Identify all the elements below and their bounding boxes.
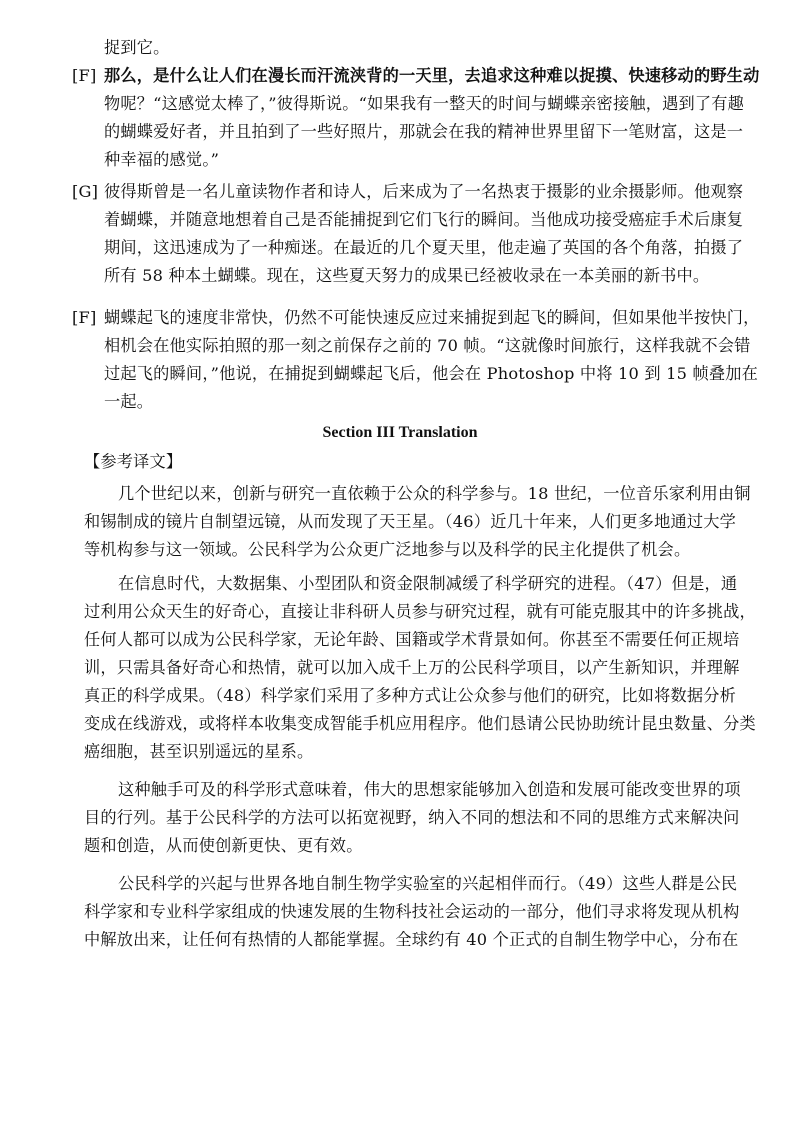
- paragraph-label-f: [F]: [72, 308, 97, 327]
- text-line: 所有 58 种本土蝴蝶。现在，这些夏天努力的成果已经被收录在一本美丽的新书中。: [104, 266, 710, 285]
- text-line: 蝴蝶起飞的速度非常快，仍然不可能快速反应过来捕捉到起飞的瞬间，但如果他半按快门，: [104, 308, 760, 327]
- paragraph-label-f: [F]: [72, 66, 97, 85]
- text-line: 在信息时代，大数据集、小型团队和资金限制减缓了科学研究的进程。（47）但是，通: [118, 574, 738, 593]
- text-line: 几个世纪以来，创新与研究一直依赖于公众的科学参与。18 世纪，一位音乐家利用由铜: [118, 484, 751, 503]
- text-line: 任何人都可以成为公民科学家，无论年龄、国籍或学术背景如何。你甚至不需要任何正规培: [84, 630, 740, 649]
- text-line: 变成在线游戏，或将样本收集变成智能手机应用程序。他们恳请公民协助统计昆虫数量、分类: [84, 714, 756, 733]
- text-line: 和锡制成的镜片自制望远镜，从而发现了天王星。（46）近几十年来，人们更多地通过大学: [84, 512, 737, 531]
- text-line: 彼得斯曾是一名儿童读物作者和诗人，后来成为了一名热衷于摄影的业余摄影师。他观察: [104, 182, 744, 201]
- reference-translation-label: 【参考译文】: [84, 452, 183, 471]
- text-line: 的蝴蝶爱好者，并且拍到了一些好照片，那就会在我的精神世界里留下一笔财富，这是一: [104, 122, 744, 141]
- text-line: 中解放出来，让任何有热情的人都能掌握。全球约有 40 个正式的自制生物学中心，分布在: [84, 930, 739, 949]
- text-line: 等机构参与这一领域。公民科学为公众更广泛地参与以及科学的民主化提供了机会。: [84, 540, 691, 559]
- text-line: 癌细胞，甚至识别遥远的星系。: [84, 742, 314, 761]
- text-line: 目的行列。基于公民科学的方法可以拓宽视野，纳入不同的想法和不同的思维方式来解决问: [84, 808, 740, 827]
- text-line: 捉到它。: [104, 38, 170, 57]
- text-line: 过起飞的瞬间，”他说，在捕捉到蝴蝶起飞后，他会在 Photoshop 中将 10 到 15 帧叠加在: [104, 364, 759, 383]
- text-line: 真正的科学成果。（48）科学家们采用了多种方式让公众参与他们的研究，比如将数据分析: [84, 686, 737, 705]
- text-line: 一起。: [104, 392, 154, 411]
- text-line: 过利用公众天生的好奇心，直接让非科研人员参与研究过程，就有可能克服其中的许多挑战，: [84, 602, 756, 621]
- text-line: 期间，这迅速成为了一种痴迷。在最近的几个夏天里，他走遍了英国的各个角落，拍摄了: [104, 238, 744, 257]
- text-line: 这种触手可及的科学形式意味着，伟大的思想家能够加入创造和发展可能改变世界的项: [118, 780, 741, 799]
- section-heading: Section III Translation: [322, 424, 478, 441]
- paragraph-label-g: [G]: [72, 182, 99, 201]
- text-line: 那么，是什么让人们在漫长而汗流浃背的一天里，去追求这种难以捉摸、快速移动的野生动: [104, 66, 760, 85]
- text-line: 训，只需具备好奇心和热情，就可以加入成千上万的公民科学项目，以产生新知识，并理解: [84, 658, 740, 677]
- text-line: 题和创造，从而使创新更快、更有效。: [84, 836, 363, 855]
- text-line: 公民科学的兴起与世界各地自制生物学实验室的兴起相伴而行。（49）这些人群是公民: [118, 874, 738, 893]
- text-line: 着蝴蝶，并随意地想着自己是否能捕捉到它们飞行的瞬间。当他成功接受癌症手术后康复: [104, 210, 744, 229]
- text-line: 相机会在他实际拍照的那一刻之前保存之前的 70 帧。“这就像时间旅行，这样我就不会错: [104, 336, 751, 355]
- text-line: 物呢？“这感觉太棒了，”彼得斯说。“如果我有一整天的时间与蝴蝶亲密接触，遇到了有趣: [104, 94, 745, 113]
- text-line: 种幸福的感觉。”: [104, 150, 220, 169]
- text-line: 科学家和专业科学家组成的快速发展的生物科技社会运动的一部分，他们寻求将发现从机构: [84, 902, 740, 921]
